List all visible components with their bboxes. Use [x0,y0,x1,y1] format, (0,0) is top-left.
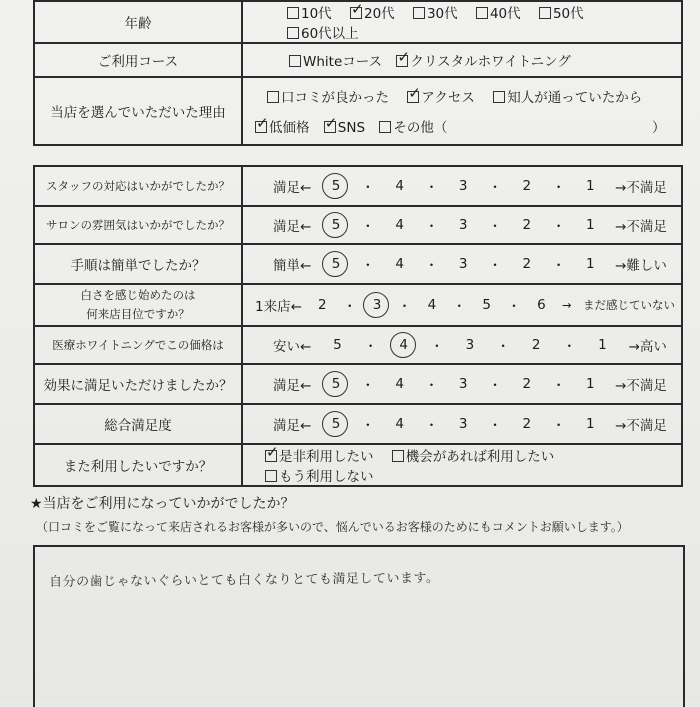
rating-option[interactable]: 3 [465,337,475,353]
rating-option[interactable]: 4 [395,217,404,233]
rating-option[interactable]: 4 [395,256,404,272]
checkbox-checked-icon [324,121,336,133]
rating-table [33,165,683,487]
rating-option[interactable]: 2 [522,178,532,194]
separator-dot: ・ [551,418,566,434]
rating-question: 総合満足度 [34,404,242,444]
separator-dot: ・ [562,339,577,355]
scale-left-label: 満足← [273,378,312,394]
revisit-option[interactable]: もう利用しない [265,465,374,485]
rating-option[interactable]: 5 [333,337,342,353]
course-option[interactable]: Whiteコース [289,50,382,70]
rating-option[interactable]: 3 [458,178,468,194]
rating-question: スタッフの対応はいかがでしたか？ [34,166,242,206]
checkbox-checked-icon [265,450,277,462]
rating-option[interactable]: 4 [395,376,404,392]
rating-rows [34,166,682,444]
rating-row [34,326,682,364]
age-label: 年齢 [34,1,242,43]
separator-dot: ・ [551,258,566,274]
revisit-row [34,444,682,486]
checkbox-icon [493,91,505,103]
rating-scale [242,326,682,364]
rating-option[interactable]: 2 [318,297,327,313]
rating-option[interactable]: 3 [458,256,468,272]
separator-dot: ・ [488,180,502,196]
age-option[interactable]: 10代 [287,2,332,22]
rating-option[interactable]: 2 [522,416,532,432]
reason-option[interactable]: ✓低価格 [255,116,310,136]
rating-scale [242,284,682,326]
age-option[interactable]: ✓ 20代 [350,2,395,22]
rating-scale [242,404,682,444]
revisit-option[interactable]: 機会があれば利用したい [392,445,555,465]
rating-option[interactable]: 2 [531,337,541,353]
separator-dot: ・ [551,180,566,196]
checkbox-icon [413,7,425,19]
scale-right-label: →高い [628,339,667,355]
revisit-option[interactable]: ✓是非利用したい [265,445,374,465]
separator-dot: ・ [488,219,502,235]
rating-option[interactable]: 3 [458,376,468,392]
age-options [242,1,682,43]
checkbox-icon [287,27,299,39]
separator-dot: ・ [424,219,439,235]
separator-dot: ・ [551,219,566,235]
scale-left-label: 満足← [273,219,312,235]
rating-row [34,404,682,444]
rating-scale [242,244,682,284]
scale-right-label: →不満足 [615,219,667,235]
scale-right-label: →不満足 [615,180,667,196]
checkbox-icon [289,55,301,67]
rating-row [34,364,682,404]
course-label: ご利用コース [34,43,242,77]
rating-row [34,284,682,326]
rating-option-circled[interactable]: 5 [328,376,344,392]
reason-option[interactable]: ✓ アクセス [407,86,475,106]
separator-dot: ・ [452,299,466,315]
rating-option[interactable]: 1 [586,256,595,272]
checkbox-checked-icon [255,121,267,133]
rating-option[interactable]: 1 [586,376,595,392]
separator-dot: ・ [363,339,378,355]
checkbox-icon [267,91,279,103]
scale-left-label: 満足← [273,418,312,434]
age-option[interactable]: 30代 [413,2,458,22]
rating-option-circled[interactable]: 5 [328,256,344,272]
rating-option[interactable]: 4 [395,416,404,432]
checkbox-icon [265,470,277,482]
rating-option[interactable]: 6 [537,297,546,313]
scale-left-label: 満足← [273,180,312,196]
separator-dot: ・ [361,180,375,196]
rating-option[interactable]: 3 [458,416,468,432]
separator-dot: ・ [424,378,439,394]
course-option[interactable]: ✓ クリスタルホワイトニング [396,50,571,70]
rating-scale [242,166,682,206]
course-options [242,43,682,77]
separator-dot: ・ [507,299,521,315]
scale-left-label: 簡単← [273,258,312,274]
checkbox-icon [287,7,299,19]
rating-question: サロンの雰囲気はいかがでしたか？ [34,206,242,244]
rating-question: 白さを感じ始めたのは 何来店目位ですか？ [34,284,242,326]
reason-option[interactable]: ✓ SNS [324,120,365,136]
rating-option-circled[interactable]: 5 [328,416,344,432]
rating-option-circled[interactable]: 5 [328,178,344,194]
handwritten-comment: 自分の歯じゃないぐらいとても白くなりとても満足しています。 [48,570,440,591]
checkbox-checked-icon [407,91,419,103]
separator-dot: ・ [496,339,510,355]
rating-option[interactable]: 1 [586,178,595,194]
rating-question: 手順は簡単でしたか？ [34,244,242,284]
separator-dot: ・ [424,258,439,274]
checkbox-icon [392,450,404,462]
age-option[interactable]: 40代 [476,2,521,22]
checkbox-checked-icon [396,55,408,67]
scale-left-label: 1来店← [255,299,302,315]
revisit-question: また利用したいですか？ [34,444,242,486]
reason-option[interactable]: その他（ [379,116,447,136]
rating-scale [242,364,682,404]
separator-dot: ・ [488,418,502,434]
reason-option[interactable]: 口コミが良かった [267,86,389,106]
scale-right-label: →不満足 [615,418,667,434]
scale-right-label: →不満足 [615,378,667,394]
rating-option[interactable]: 2 [522,217,532,233]
comment-box[interactable] [33,545,685,707]
scale-right-label: →難しい [615,258,667,274]
comment-prompt: ★当店をご利用になっていかがでしたか？ [30,496,295,512]
rating-option[interactable]: 4 [395,178,404,194]
separator-dot: ・ [361,258,375,274]
rating-option[interactable]: 5 [482,297,491,313]
checkbox-icon [476,7,488,19]
separator-dot: ・ [551,378,566,394]
separator-dot: ・ [488,378,502,394]
separator-dot: ・ [397,299,412,315]
rating-row [34,244,682,284]
rating-option-circled[interactable]: 4 [396,337,412,353]
checkbox-icon [379,121,391,133]
rating-option[interactable]: 1 [586,416,595,432]
scale-left-label: 安い← [273,339,312,355]
scale-right-label: → まだ感じていない [561,298,675,312]
revisit-options [242,444,682,486]
separator-dot: ・ [424,418,439,434]
separator-dot: ・ [342,299,357,315]
checkbox-icon [539,7,551,19]
rating-option[interactable]: 1 [598,337,607,353]
rating-question: 医療ホワイトニングでこの価格は [34,326,242,364]
rating-scale [242,206,682,244]
age-option[interactable]: 60代以上 [287,22,359,42]
rating-option[interactable]: 1 [586,217,595,233]
separator-dot: ・ [424,180,439,196]
rating-option[interactable]: 2 [522,256,532,272]
rating-option-circled[interactable]: 5 [328,217,344,233]
rating-option[interactable]: 2 [522,376,532,392]
reason-options [242,77,682,145]
rating-question: 効果に満足いただけましたか？ [34,364,242,404]
reason-label: 当店を選んでいただいた理由 [34,77,242,145]
rating-row [34,206,682,244]
rating-option[interactable]: 3 [458,217,468,233]
comment-note: （口コミをご覧になって来店されるお客様が多いので、悩んでいるお客様のためにもコメントお願いします。） [36,520,629,534]
separator-dot: ・ [430,339,444,355]
separator-dot: ・ [488,258,502,274]
separator-dot: ・ [361,378,375,394]
age-option[interactable]: 50代 [539,2,584,22]
other-close-paren: ） [651,120,666,136]
rating-option[interactable]: 4 [427,297,437,313]
separator-dot: ・ [361,219,375,235]
profile-table [33,0,683,146]
reason-option[interactable]: 知人が通っていたから [493,86,642,106]
separator-dot: ・ [361,418,375,434]
rating-row [34,166,682,206]
checkbox-checked-icon [350,7,362,19]
rating-option-circled[interactable]: 3 [369,297,385,313]
